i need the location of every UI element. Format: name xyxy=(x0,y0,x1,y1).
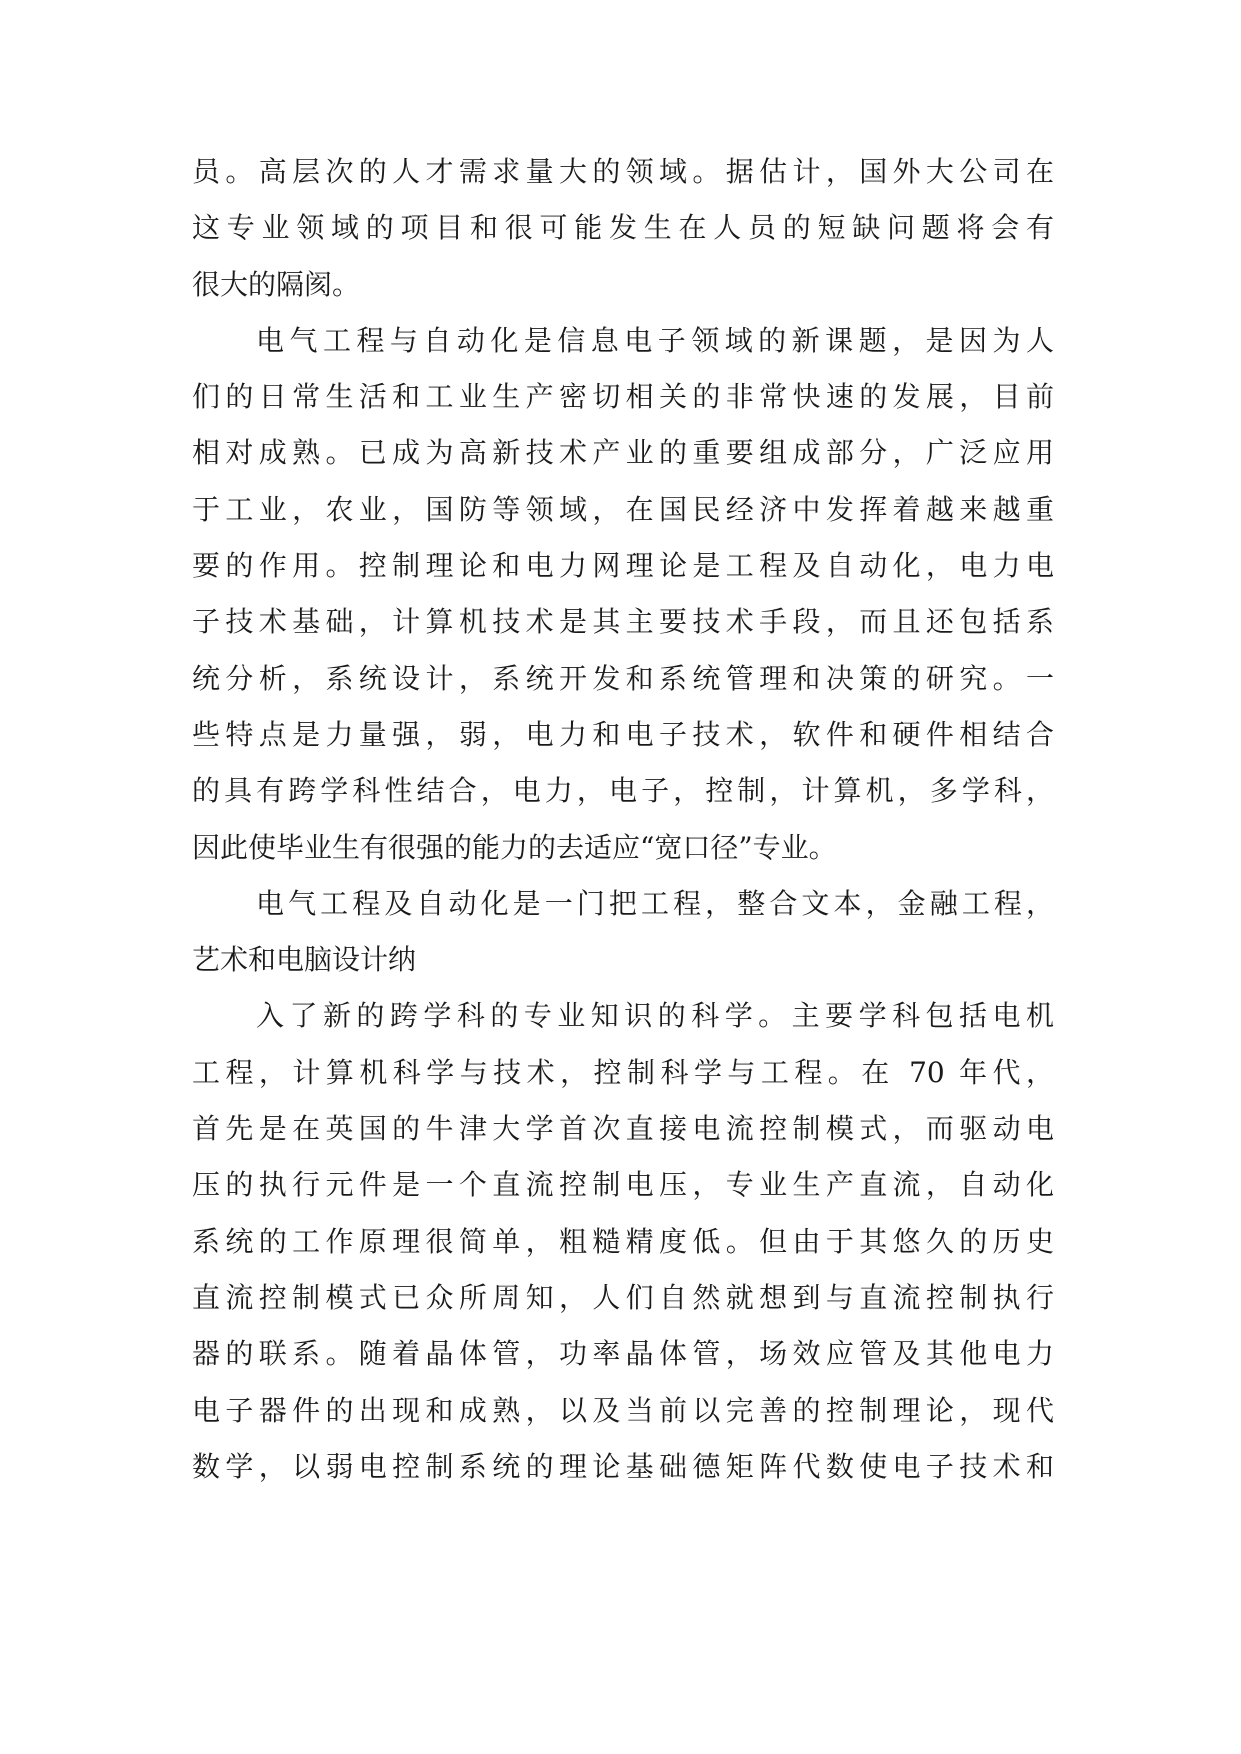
paragraph-first-line: 电气工程及自动化是一门把工程，整合文本，金融工程， xyxy=(256,886,1054,920)
text-line: 于工业，农业，国防等领域，在国民经济中发挥着越来越重 xyxy=(192,492,1054,526)
text-line: 压的执行元件是一个直流控制电压，专业生产直流，自动化 xyxy=(192,1168,1054,1202)
paragraph-first-line: 入了新的跨学科的专业知识的科学。主要学科包括电机 xyxy=(256,999,1054,1033)
text-line: 很大的隔阂。 xyxy=(192,267,361,301)
text-line: 统分析，系统设计，系统开发和系统管理和决策的研究。一 xyxy=(192,661,1054,695)
text-line: 员。高层次的人才需求量大的领域。据估计，国外大公司在 xyxy=(192,155,1054,188)
text-line: 子技术基础，计算机技术是其主要技术手段，而且还包括系 xyxy=(192,605,1054,639)
text-line: 的具有跨学科性结合，电力，电子，控制，计算机，多学科， xyxy=(192,774,1054,808)
text-line: 这专业领域的项目和很可能发生在人员的短缺问题将会有 xyxy=(192,211,1054,245)
paragraph-first-line: 电气工程与自动化是信息电子领域的新课题，是因为人 xyxy=(256,323,1054,357)
text-line: 电子器件的出现和成熟，以及当前以完善的控制理论，现代 xyxy=(192,1393,1054,1427)
text-line: 直流控制模式已众所周知，人们自然就想到与直流控制执行 xyxy=(192,1280,1054,1314)
text-line: 要的作用。控制理论和电力网理论是工程及自动化，电力电 xyxy=(192,549,1054,583)
body-text xyxy=(192,144,1054,1495)
text-line: 些特点是力量强，弱，电力和电子技术，软件和硬件相结合 xyxy=(192,717,1054,751)
text-line: 相对成熟。已成为高新技术产业的重要组成部分，广泛应用 xyxy=(192,436,1054,470)
text-line: 系统的工作原理很简单，粗糙精度低。但由于其悠久的历史 xyxy=(192,1224,1054,1258)
text-line: 工程，计算机科学与技术，控制科学与工程。在 70 年代， xyxy=(192,1055,1054,1089)
text-line: 因此使毕业生有很强的能力的去适应“宽口径”专业。 xyxy=(192,830,837,864)
text-line: 首先是在英国的牛津大学首次直接电流控制模式，而驱动电 xyxy=(192,1112,1054,1146)
text-line: 艺术和电脑设计纳 xyxy=(192,943,417,977)
text-line: 数学，以弱电控制系统的理论基础德矩阵代数使电子技术和 xyxy=(192,1449,1054,1483)
text-line: 器的联系。随着晶体管，功率晶体管，场效应管及其他电力 xyxy=(192,1337,1054,1371)
text-line: 们的日常生活和工业生产密切相关的非常快速的发展，目前 xyxy=(192,380,1054,414)
